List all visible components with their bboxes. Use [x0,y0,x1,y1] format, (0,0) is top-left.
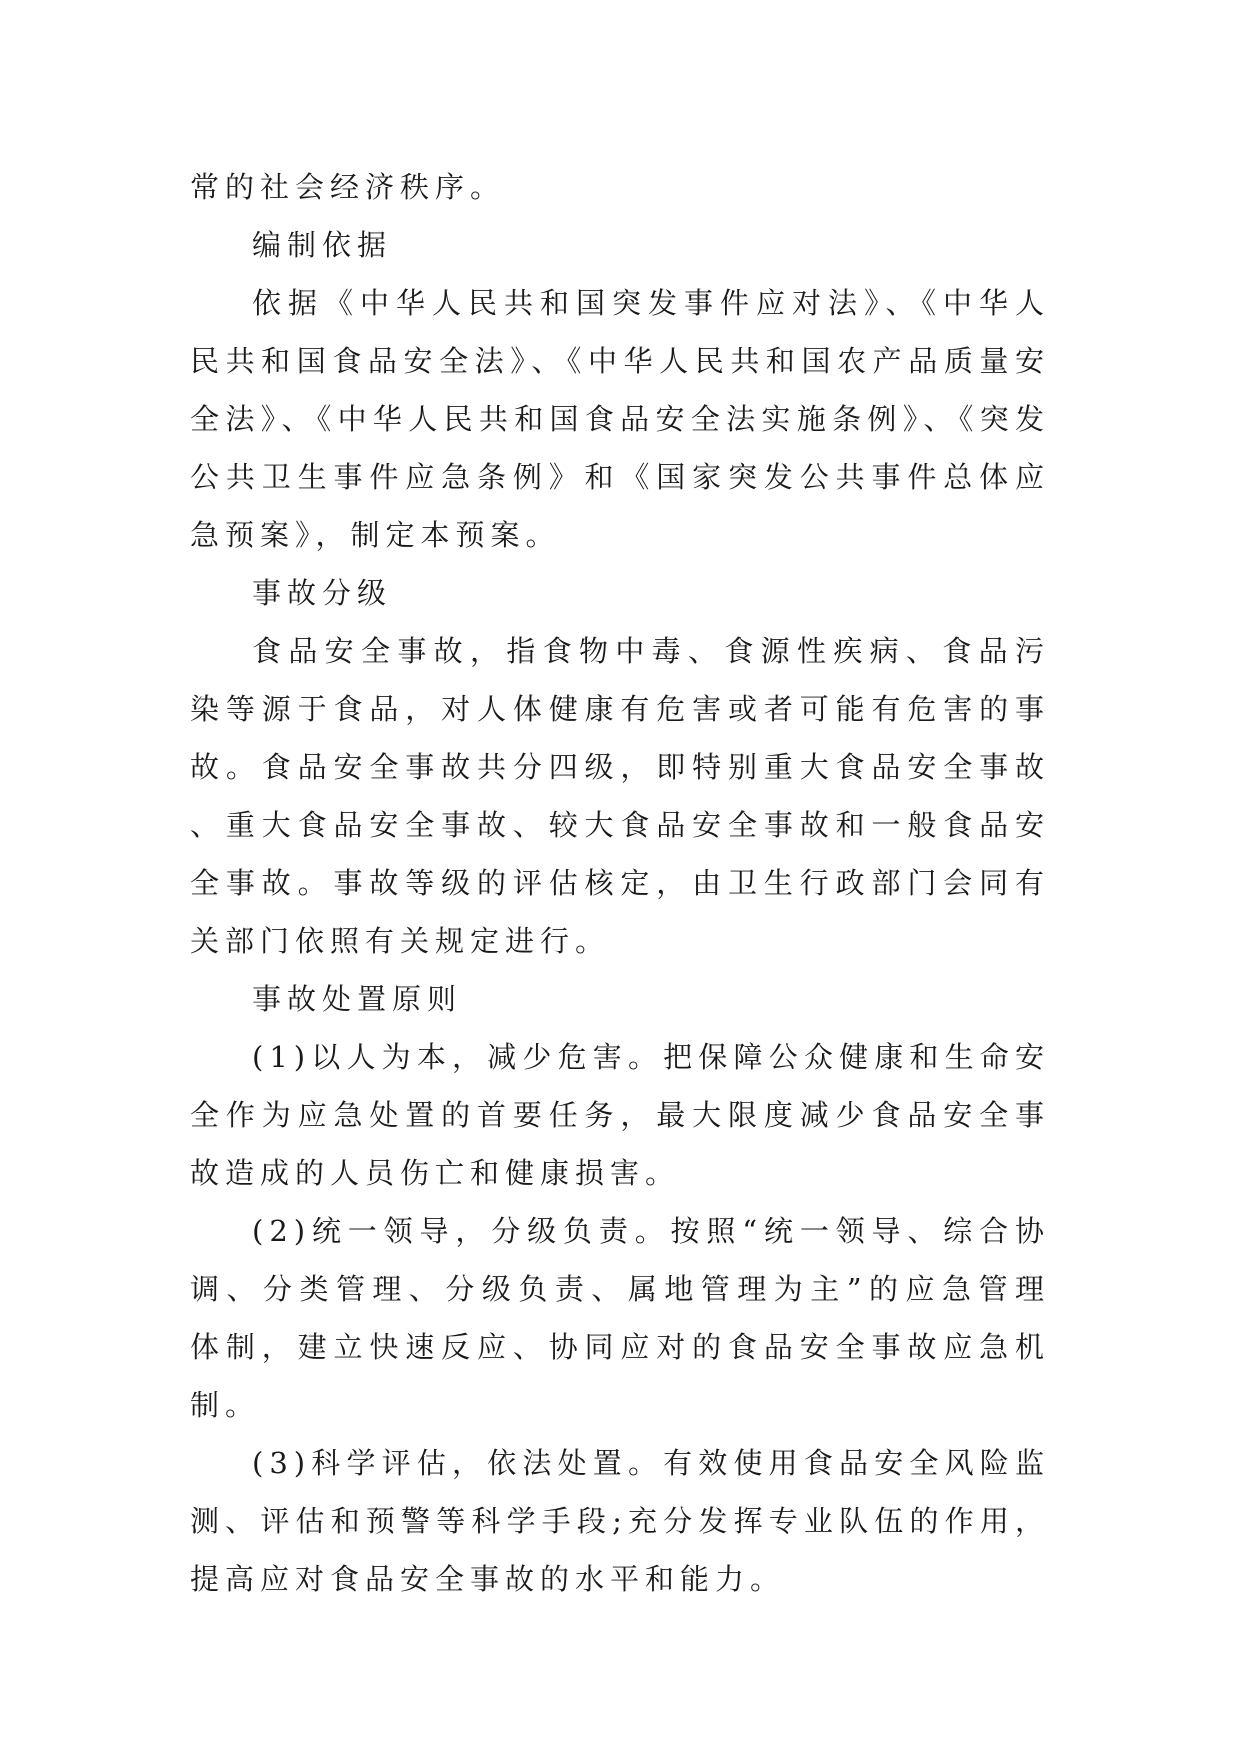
paragraph-principle-1: (1)以人为本，减少危害。把保障公众健康和生命安全作为应急处置的首要任务，最大限度减少食品安全事故造成的人员伤亡和健康损害。 [190,1040,1050,1190]
paragraph-continuation: 常的社会经济秩序。 [190,170,506,204]
paragraph-basis: 依据《中华人民共和国突发事件应对法》、《中华人民共和国食品安全法》、《中华人民共和国农产品质量安全法》、《中华人民共和国食品安全法实施条例》、《突发公共卫生事件应急条例》和《国家突发公共事件总体应急预案》，制定本预案。 [190,286,1050,552]
document-body [190,158,1050,1608]
paragraph-grading: 食品安全事故，指食物中毒、食源性疾病、食品污染等源于食品，对人体健康有危害或者可能有危害的事故。食品安全事故共分四级，即特别重大食品安全事故、重大食品安全事故、较大食品安全事故和一般食品安全事故。事故等级的评估核定，由卫生行政部门会同有关部门依照有关规定进行。 [190,634,1050,958]
section-heading-grading: 事故分级 [252,576,393,610]
section-heading-principles: 事故处置原则 [252,982,463,1016]
paragraph-principle-2: (2)统一领导，分级负责。按照“统一领导、综合协调、分类管理、分级负责、属地管理为主”的应急管理体制，建立快速反应、协同应对的食品安全事故应急机制。 [190,1214,1050,1422]
paragraph-principle-3: (3)科学评估，依法处置。有效使用食品安全风险监测、评估和预警等科学手段;充分发挥专业队伍的作用，提高应对食品安全事故的水平和能力。 [190,1446,1050,1596]
section-heading-basis: 编制依据 [252,228,393,262]
